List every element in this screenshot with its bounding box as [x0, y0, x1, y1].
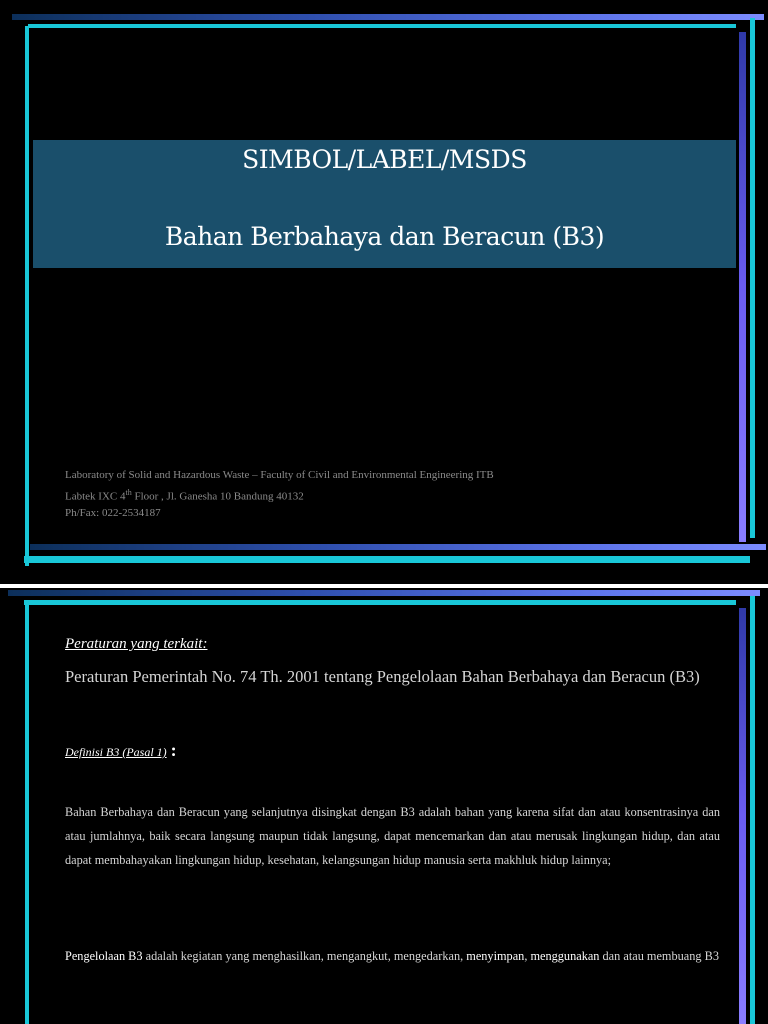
definition-heading-row: [65, 740, 177, 761]
footer-address: [65, 488, 304, 503]
bottom-cyan-bar: [24, 556, 750, 563]
definition-text: Bahan Berbahaya dan Beracun yang selanjutnya disingkat dengan B3 adalah bahan yang karena sifat dan atau konsentrasinya dan atau jumlahnya, baik secara langsung maupun tidak langsung, dapat mencemarkan dan atau merusak lingkungan hidup, dan atau dapat membahayakan lingkungan hidup, kesehatan, kelangsungan hidup manusia serta makhluk hidup lainnya;: [65, 805, 720, 867]
top-gradient-bar: [12, 14, 764, 20]
top-cyan-bar-2: [24, 600, 736, 605]
regulation-text: Peraturan Pemerintah No. 74 Th. 2001 tentang Pengelolaan Bahan Berbahaya dan Beracun (B3): [65, 667, 700, 686]
footer-address-post: Floor , Jl. Ganesha 10 Bandung 40132: [131, 490, 304, 503]
right-cyan-bar: [750, 18, 755, 538]
bottom-gradient-bar: [30, 544, 766, 550]
management-use: menggunakan: [530, 949, 600, 963]
title-box: [33, 140, 736, 268]
management-paragraph: [65, 944, 720, 968]
top-cyan-bar: [28, 24, 736, 28]
regulation-heading: Peraturan yang terkait:: [65, 636, 208, 652]
management-text-2: dan atau membuang B3: [599, 949, 719, 963]
management-store: menyimpan: [466, 949, 525, 963]
content-slide: [0, 588, 768, 1024]
management-term: Pengelolaan B3: [65, 949, 143, 963]
slide-subtitle: Bahan Berbahaya dan Beracun (B3): [164, 222, 605, 251]
right-cyan-bar-2: [750, 596, 755, 1024]
slide-title: SIMBOL/LABEL/MSDS: [242, 145, 527, 174]
left-cyan-bar-2: [25, 602, 29, 1024]
footer-phone: Ph/Fax: 022-2534187: [65, 507, 161, 519]
right-gradient-bar-2: [739, 608, 746, 1024]
right-gradient-bar: [739, 32, 746, 542]
management-text-1: adalah kegiatan yang menghasilkan, mengangkut, mengedarkan,: [142, 949, 467, 963]
footer-address-sup: th: [125, 488, 132, 497]
definition-heading: Definisi B3 (Pasal 1): [65, 745, 167, 759]
top-gradient-bar-2: [8, 590, 760, 596]
management-comma: ,: [524, 949, 528, 963]
definition-colon: :: [170, 740, 177, 760]
footer-lab: Laboratory of Solid and Hazardous Waste – Faculty of Civil and Environmental Engineering ITB: [65, 469, 494, 481]
footer-address-pre: Labtek IXC 4: [65, 490, 126, 503]
left-cyan-bar: [25, 26, 29, 566]
